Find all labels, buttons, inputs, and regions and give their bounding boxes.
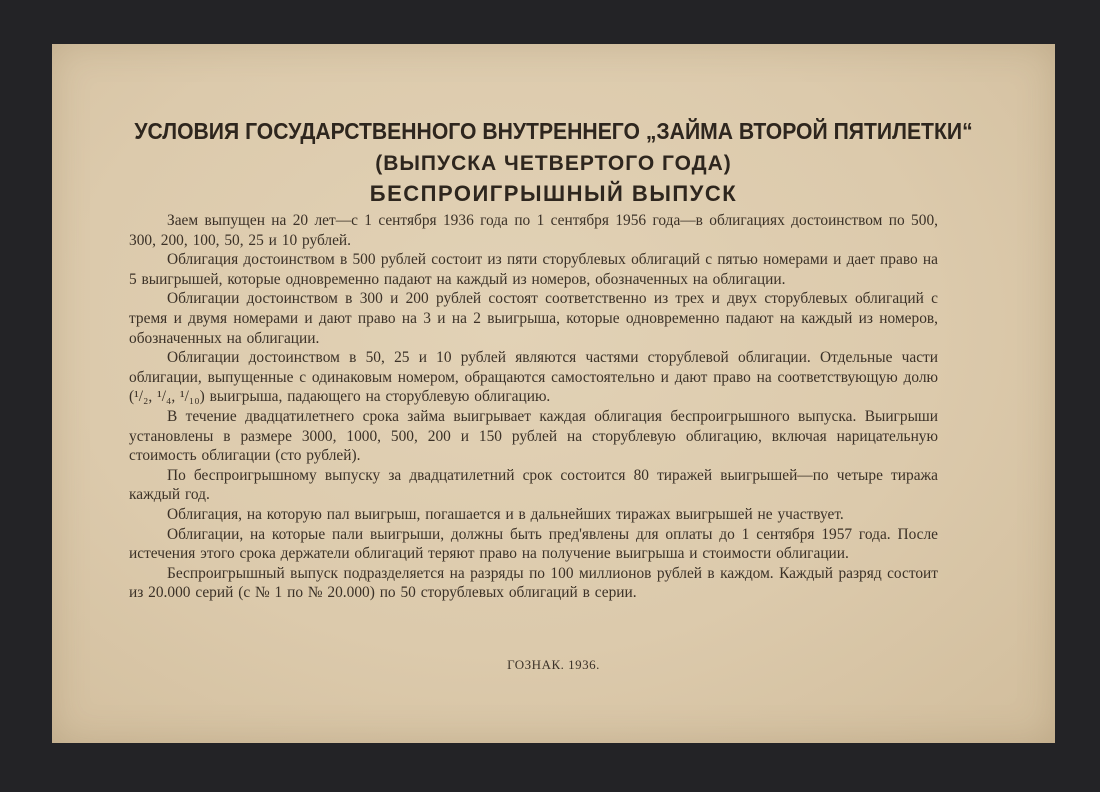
- document-issue-type: БЕСПРОИГРЫШНЫЙ ВЫПУСК: [369, 181, 738, 206]
- paragraph-draws: По беспроигрышному выпуску за двадцатилетний срок состоится 80 тиражей выигрышей—по четыре тиража каждый год.: [129, 466, 938, 504]
- paragraph-categories: Беспроигрышный выпуск подразделяется на разряды по 100 миллионов рублей в каждом. Каждый разряд состоит из 20.000 серий (с № 1 по № 20.000) по 50 сторублевых облигаций в серии.: [129, 564, 938, 602]
- paragraph-redemption: Облигация, на которую пал выигрыш, погашается и в дальнейших тиражах выигрышей не участвует.: [167, 505, 844, 523]
- paragraph-fractional: Облигации достоинством в 50, 25 и 10 рублей являются частями сторублевой облигации. Отдельные части облигации, выпущенные с одинаковым номером, обращаются самостоятельно и дают право на соответствующую долю (¹/₂, ¹/₄, ¹/₁₀) выигрыша, падающего на сторублевую облигацию.: [129, 349, 938, 406]
- paragraph-300-200-rub: Облигации достоинством в 300 и 200 рублей состоят соответственно из трех и двух сторублевых облигаций с тремя и двумя номерами и дают право на 3 и на 2 выигрыша, которые одновременно падают на каждый из номеров, обозначенных на облигации.: [129, 290, 938, 347]
- document-subtitle: (ВЫПУСКА ЧЕТВЕРТОГО ГОДА): [375, 152, 732, 175]
- paragraph-winnings: В течение двадцатилетнего срока займа выигрывает каждая облигация беспроигрышного выпуска. Выигрыши установлены в размере 3000, 1000, 500, 200 и 150 рублей на сторублевую облигацию, включая нарицательную стоимость облигации (сто рублей).: [129, 407, 938, 465]
- paragraph-payment-deadline: Облигации, на которые пали выигрыши, должны быть пред'явлены для оплаты до 1 сентября 1957 года. После истечения этого срока держатели облигаций теряют право на получение выигрыша и стоимости облигации.: [129, 525, 938, 563]
- document-title: УСЛОВИЯ ГОСУДАРСТВЕННОГО ВНУТРЕННЕГО „ЗАЙМА ВТОРОЙ ПЯТИЛЕТКИ“: [134, 118, 973, 144]
- document-body: [129, 211, 938, 603]
- paragraph-500-rub: Облигация достоинством в 500 рублей состоит из пяти сторублевых облигаций с пятью номерами и дает право на 5 выигрышей, которые одновременно падают на каждый из номеров, обозначенных на облигации.: [129, 251, 938, 288]
- printer-imprint: ГОЗНАК. 1936.: [507, 657, 600, 672]
- bond-conditions-sheet: [52, 44, 1055, 743]
- paragraph-term: Заем выпущен на 20 лет—с 1 сентября 1936 года по 1 сентября 1956 года—в облигациях достоинством по 500, 300, 200, 100, 50, 25 и 10 рублей.: [129, 212, 938, 249]
